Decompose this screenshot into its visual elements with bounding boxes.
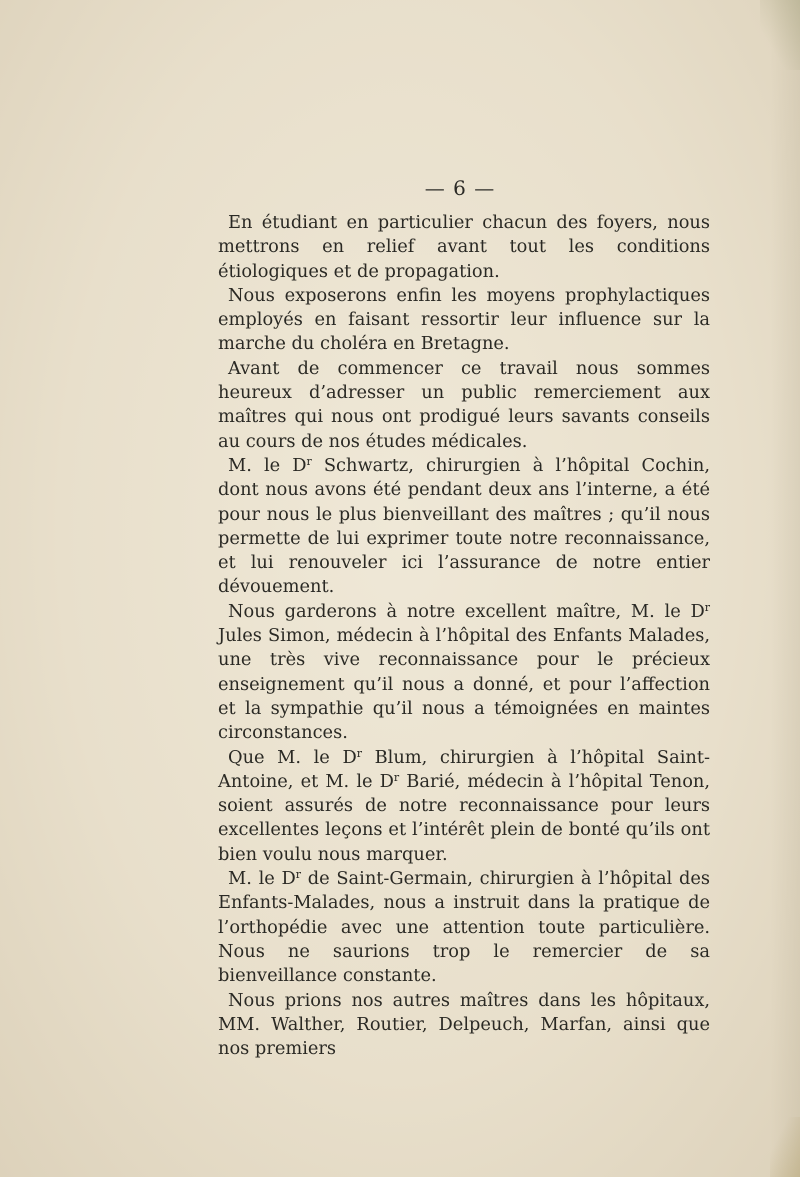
paragraph: Nous garderons à notre excellent maître, M. le $D^r$ Jules Simon, médecin à l’hôpital des Enfants Malades, une très vive reconnaissance pour le précieux enseignement qu’il nous a donné, et pour l’affection et la sympathie qu’il nous a témoignées en maintes circonstances. (218, 600, 710, 744)
page-number: — 6 — (424, 176, 496, 200)
body-text (218, 211, 710, 1061)
paragraph: Avant de commencer ce travail nous sommes heureux d’adresser un public remerciement aux maîtres qui nous ont prodigué leurs savants conseils au cours de nos études médicales. (218, 357, 710, 452)
paragraph: Nous prions nos autres maîtres dans les hôpitaux, MM. Walther, Routier, Delpeuch, Marfan, ainsi que nos premiers (218, 989, 710, 1060)
page-corner-stain (770, 1117, 800, 1177)
paragraph: Que M. le $D^r$ Blum, chirurgien à l’hôpital Saint-Antoine, et M. le $D^r$ Barié, médecin à l’hôpital Tenon, soient assurés de notre reconnaissance pour leurs excellentes leçons et l’intérêt plein de bonté qu’ils ont bien voulu nous marquer. (218, 746, 711, 865)
page-corner-stain (760, 0, 800, 70)
paragraph: M. le $D^r$ de Saint-Germain, chirurgien à l’hôpital des Enfants-Malades, nous a instruit dans la pratique de l’orthopédie avec une attention toute particulière. Nous ne saurions trop le remercier de sa bienveillance constante. (218, 868, 710, 987)
paragraph: Nous exposerons enfin les moyens prophylactiques employés en faisant ressortir leur influence sur la marche du choléra en Bretagne. (218, 284, 710, 355)
paragraph: M. le $D^r$ Schwartz, chirurgien à l’hôpital Cochin, dont nous avons été pendant deux ans l’interne, a été pour nous le plus bienveillant des maîtres ; qu’il nous permette de lui exprimer toute notre reconnaissance, et lui renouveler ici l’assurance de notre entier dévouement. (218, 454, 710, 598)
paragraph: En étudiant en particulier chacun des foyers, nous mettrons en relief avant tout les conditions étiologiques et de propagation. (218, 212, 710, 282)
